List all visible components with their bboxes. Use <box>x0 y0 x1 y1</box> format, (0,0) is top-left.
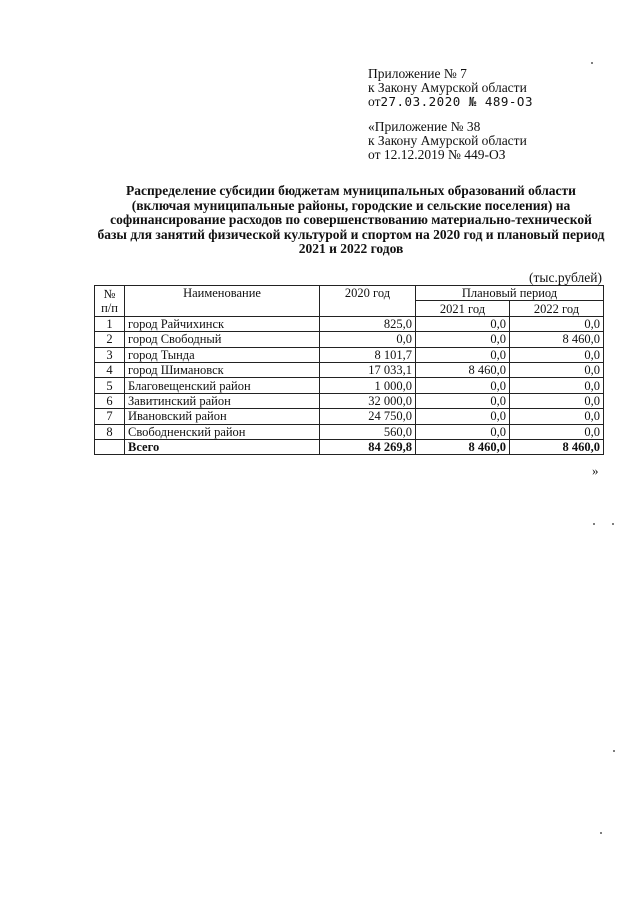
value-2020: 560,0 <box>320 424 416 439</box>
table-row <box>95 424 604 439</box>
units-label: (тыс.рублей) <box>529 270 602 285</box>
scan-speck <box>591 62 593 64</box>
municipality-name: город Тында <box>125 347 320 362</box>
previous-appendix-law-reference: к Закону Амурской области <box>368 133 527 148</box>
subsidy-table <box>94 285 604 455</box>
total-label: Всего <box>125 439 320 454</box>
header-2021: 2021 год <box>416 301 510 316</box>
value-2020: 32 000,0 <box>320 393 416 408</box>
header-name: Наименование <box>125 286 320 317</box>
total-2021: 8 460,0 <box>416 439 510 454</box>
scan-speck <box>612 523 614 525</box>
total-2020: 84 269,8 <box>320 439 416 454</box>
row-number: 6 <box>95 393 125 408</box>
municipality-name: Ивановский район <box>125 409 320 424</box>
municipality-name: Благовещенский район <box>125 378 320 393</box>
table-body <box>95 316 604 455</box>
previous-appendix-date: от 12.12.2019 № 449-ОЗ <box>368 147 506 162</box>
value-2022: 0,0 <box>510 393 604 408</box>
value-2021: 0,0 <box>416 393 510 408</box>
value-2022: 0,0 <box>510 378 604 393</box>
appendix-header <box>368 67 533 109</box>
table-row <box>95 332 604 347</box>
header-2022: 2022 год <box>510 301 604 316</box>
row-number: 4 <box>95 362 125 377</box>
value-2020: 1 000,0 <box>320 378 416 393</box>
value-2020: 24 750,0 <box>320 409 416 424</box>
value-2021: 0,0 <box>416 316 510 331</box>
previous-appendix-header <box>368 120 527 162</box>
header-row-number: № п/п <box>95 286 125 317</box>
appendix-law-reference: к Закону Амурской области <box>368 80 527 95</box>
table-row <box>95 347 604 362</box>
value-2021: 8 460,0 <box>416 362 510 377</box>
municipality-name: город Райчихинск <box>125 316 320 331</box>
table-row <box>95 316 604 331</box>
appendix-date-prefix: от <box>368 94 381 109</box>
row-number: 5 <box>95 378 125 393</box>
municipality-name: Свободненский район <box>125 424 320 439</box>
row-number: 7 <box>95 409 125 424</box>
value-2021: 0,0 <box>416 378 510 393</box>
value-2022: 0,0 <box>510 316 604 331</box>
scan-speck <box>600 832 602 834</box>
header-2020: 2020 год <box>320 286 416 317</box>
value-2021: 0,0 <box>416 409 510 424</box>
row-number: 3 <box>95 347 125 362</box>
table-row <box>95 409 604 424</box>
value-2022: 0,0 <box>510 424 604 439</box>
scan-speck <box>593 523 595 525</box>
appendix-date-line <box>368 95 533 109</box>
row-number: 1 <box>95 316 125 331</box>
table-row <box>95 378 604 393</box>
value-2022: 0,0 <box>510 362 604 377</box>
value-2022: 0,0 <box>510 409 604 424</box>
municipality-name: город Свободный <box>125 332 320 347</box>
value-2022: 8 460,0 <box>510 332 604 347</box>
row-number: 8 <box>95 424 125 439</box>
value-2022: 0,0 <box>510 347 604 362</box>
municipality-name: город Шимановск <box>125 362 320 377</box>
header-planned-period: Плановый период <box>416 286 604 301</box>
appendix-number: Приложение № 7 <box>368 66 467 81</box>
scan-speck <box>613 750 615 752</box>
value-2020: 0,0 <box>320 332 416 347</box>
previous-appendix-number: «Приложение № 38 <box>368 119 481 134</box>
total-2022: 8 460,0 <box>510 439 604 454</box>
value-2020: 17 033,1 <box>320 362 416 377</box>
table-row <box>95 362 604 377</box>
handwritten-date-number: 27.03.2020 № 489-ОЗ <box>380 94 533 109</box>
closing-quote-mark: » <box>592 463 599 478</box>
value-2020: 825,0 <box>320 316 416 331</box>
value-2020: 8 101,7 <box>320 347 416 362</box>
document-title: Распределение субсидии бюджетам муниципальных образований области (включая муниципальные районы, городские и сельские поселения) на софинансирование расходов по совершенствованию материально-технической базы для занятий физической культурой и спортом на 2020 год и плановый период 2021 и 2022 годов <box>97 183 605 256</box>
total-row-number <box>95 439 125 454</box>
value-2021: 0,0 <box>416 424 510 439</box>
value-2021: 0,0 <box>416 347 510 362</box>
total-row <box>95 439 604 454</box>
municipality-name: Завитинский район <box>125 393 320 408</box>
row-number: 2 <box>95 332 125 347</box>
value-2021: 0,0 <box>416 332 510 347</box>
table-row <box>95 393 604 408</box>
